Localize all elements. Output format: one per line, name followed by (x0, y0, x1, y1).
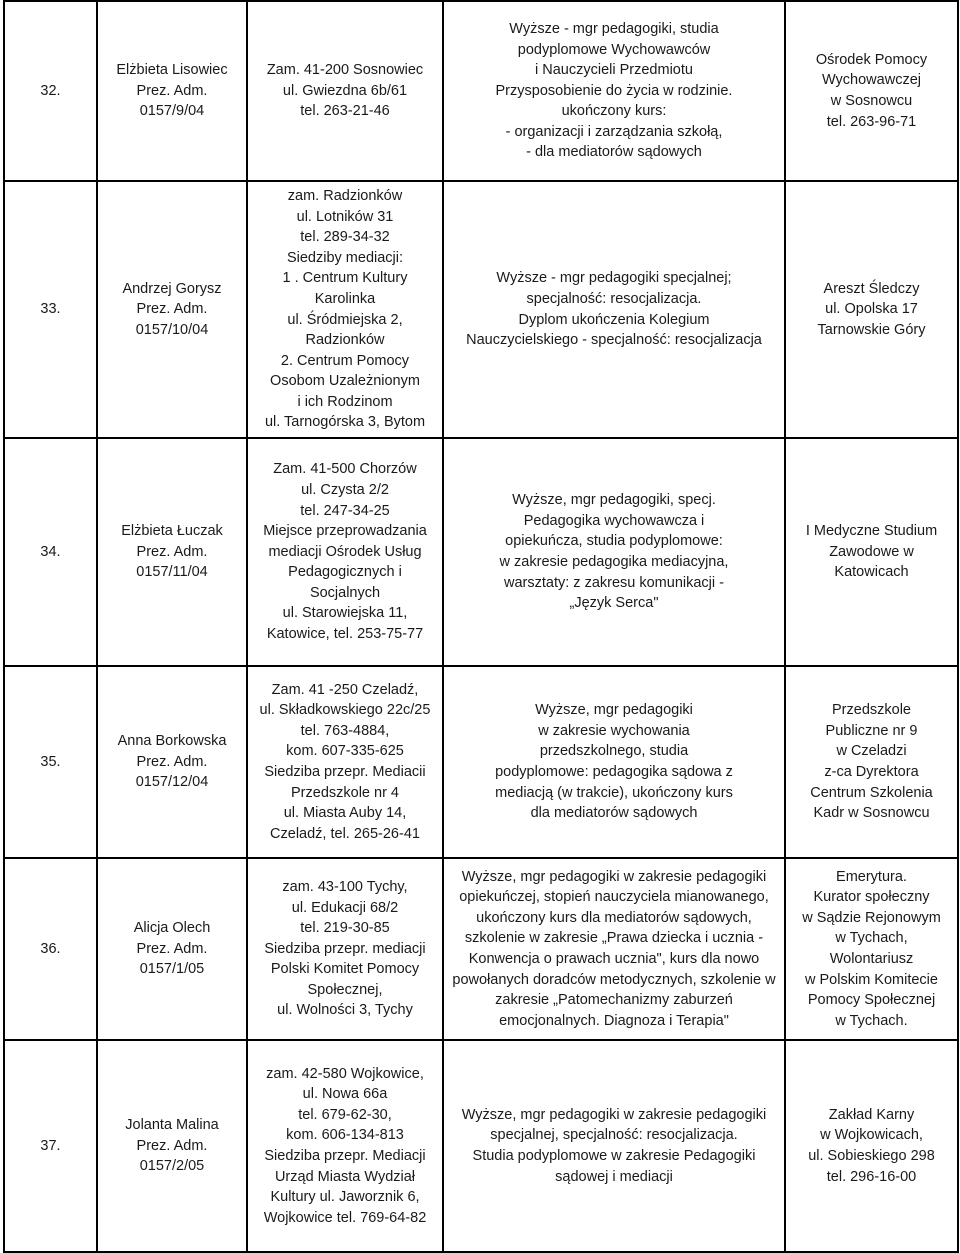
text-line: w Tychach, (835, 930, 908, 947)
text-line: Czeladź, tel. 265-26-41 (270, 825, 420, 842)
text-line: 2. Centrum Pomocy (280, 352, 410, 369)
name-cell (97, 1040, 247, 1252)
name-cell (97, 181, 247, 438)
text-line: tel. 296-16-00 (826, 1168, 917, 1185)
text-line: w Sądzie Rejonowym (802, 909, 941, 926)
row-number: 35. (4, 666, 97, 858)
workplace-cell (785, 181, 958, 438)
text-line: zakresie „Patomechanizmy zaburzeń (495, 992, 733, 1009)
text-line: Anna Borkowska (117, 733, 227, 750)
text-line: Prez. Adm. (136, 301, 208, 318)
text-line: Tarnowskie Góry (817, 321, 926, 338)
text-line: warsztaty: z zakresu komunikacji - (504, 574, 724, 591)
row-number: 32. (4, 1, 97, 181)
text-line: i Nauczycieli Przedmiotu (535, 62, 693, 79)
workplace-cell (785, 1040, 958, 1252)
text-line: opiekuńcza, studia podyplomowe: (505, 533, 723, 550)
qualifications-cell (443, 1040, 785, 1252)
text-line: kom. 607-335-625 (286, 743, 404, 760)
qualifications-cell (443, 1, 785, 181)
text-line: tel. 247-34-25 (300, 502, 390, 519)
text-line: przedszkolnego, studia (539, 743, 689, 760)
workplace-cell (785, 666, 958, 858)
text-line: Siedziby mediacji: (286, 249, 404, 266)
text-line: ul. Miasta Auby 14, (283, 805, 407, 822)
text-line: Miejsce przeprowadzania (263, 523, 427, 540)
text-line: Wyższe, mgr pedagogiki w zakresie pedagogiki (461, 868, 767, 885)
text-line: Siedziba przepr. mediacji (264, 940, 426, 957)
text-line: 0157/10/04 (135, 321, 209, 338)
text-line: zam. 42-580 Wojkowice, (266, 1065, 424, 1082)
text-line: Ośrodek Pomocy (815, 51, 928, 68)
text-line: szkolenie w zakresie „Prawa dziecka i ucznia - (464, 930, 764, 947)
text-line: Prez. Adm. (136, 543, 208, 560)
text-line: 0157/11/04 (136, 564, 208, 581)
text-line: Studia podyplomowe w zakresie Pedagogiki (472, 1148, 756, 1164)
text-line: - organizacji i zarządzania szkołą, (505, 123, 723, 140)
text-line: ul. Składkowskiego 22c/25 (259, 702, 431, 719)
text-line: zam. 43-100 Tychy, (282, 878, 408, 895)
row-number: 33. (4, 181, 97, 438)
text-line: Siedziba przepr. Mediacii (264, 764, 426, 780)
address-cell (247, 1040, 443, 1252)
text-line: Zam. 41-200 Sosnowiec (266, 62, 424, 79)
text-line: Katowicach (834, 564, 909, 581)
text-line: ul. Starowiejska 11, (282, 605, 408, 622)
text-line: Wyższe, mgr pedagogiki w zakresie pedagogiki (461, 1106, 767, 1123)
text-line: Wolontariusz (829, 951, 914, 967)
text-line: Prez. Adm. (136, 82, 208, 99)
text-line: dla mediatorów sądowych (530, 805, 698, 822)
text-line: mediacji Ośrodek Usług (268, 543, 422, 560)
text-line: - dla mediatorów sądowych (526, 144, 702, 161)
text-line: kom. 606-134-813 (286, 1127, 404, 1144)
text-line: Areszt Śledczy (823, 280, 920, 297)
address-cell (247, 181, 443, 438)
qualifications-cell (443, 666, 785, 858)
text-line: Zam. 41-500 Chorzów (273, 461, 417, 478)
table-body (4, 1, 958, 1252)
text-line: ukończony kurs: (561, 103, 667, 120)
name-cell (97, 1, 247, 181)
text-line: Elżbieta Łuczak (121, 523, 223, 540)
text-line: Wojkowice tel. 769-64-82 (263, 1209, 427, 1226)
text-line: Nauczycielskiego - specjalność: resocjalizacja (466, 332, 762, 349)
text-line: Katowice, tel. 253-75-77 (266, 626, 424, 643)
text-line: Wyższe, mgr pedagogiki, specj. (512, 492, 716, 509)
text-line: Urząd Miasta Wydział (274, 1168, 416, 1185)
text-line: specjalność: resocjalizacja. (526, 290, 702, 307)
text-line: Dyplom ukończenia Kolegium (518, 311, 710, 328)
text-line: Polski Komitet Pomocy (270, 961, 420, 978)
text-line: ul. Śródmiejska 2, (287, 311, 403, 328)
text-line: tel. 763-4884, (300, 722, 390, 739)
text-line: mediacją (w trakcie), ukończony kurs (495, 784, 733, 801)
text-line: 0157/12/04 (135, 774, 209, 791)
text-line: Siedziba przepr. Mediacji (264, 1148, 426, 1164)
name-cell (97, 438, 247, 666)
text-line: ul. Nowa 66a (302, 1086, 388, 1103)
text-line: Przedszkole nr 4 (291, 784, 399, 801)
text-line: podyplomowe: pedagogika sądowa z (495, 764, 733, 780)
qualifications-cell (443, 181, 785, 438)
text-line: w Tychach. (835, 1012, 908, 1029)
text-line: z-ca Dyrektora (824, 764, 919, 780)
table-row (4, 181, 958, 438)
text-line: 0157/1/05 (139, 961, 205, 978)
text-line: Pedagogika wychowawcza i (523, 512, 705, 529)
text-line: Zakład Karny (828, 1106, 915, 1123)
text-line: Jolanta Malina (125, 1117, 219, 1134)
text-line: ul. Edukacji 68/2 (291, 899, 399, 916)
text-line: Przysposobienie do życia w rodzinie. (495, 82, 733, 99)
text-line: Emerytura. (836, 868, 907, 885)
text-line: Kadr w Sosnowcu (813, 805, 930, 822)
text-line: Osobom Uzależnionym (270, 373, 420, 390)
text-line: 0157/9/04 (139, 103, 205, 120)
text-line: ul. Wolności 3, Tychy (277, 1002, 413, 1019)
text-line: i ich Rodzinom (297, 393, 393, 410)
text-line: ul. Lotników 31 (296, 208, 394, 225)
address-cell (247, 1, 443, 181)
text-line: Zawodowe w (829, 543, 914, 560)
text-line: Centrum Szkolenia (810, 784, 933, 801)
row-number: 36. (4, 858, 97, 1040)
mediators-table (3, 0, 959, 1253)
text-line: ul. Gwiezdna 6b/61 (282, 82, 408, 99)
text-line: Radzionków (305, 332, 385, 349)
text-line: podyplomowe Wychowawców (517, 41, 711, 58)
text-line: 1 . Centrum Kultury (282, 270, 408, 287)
text-line: ul. Czysta 2/2 (301, 481, 389, 498)
text-line: Kurator społeczny (813, 889, 930, 906)
row-number: 34. (4, 438, 97, 666)
text-line: I Medyczne Studium (805, 523, 938, 540)
address-cell (247, 666, 443, 858)
text-line: w zakresie wychowania (538, 722, 690, 739)
text-line: Kultury ul. Jaworznik 6, (270, 1189, 420, 1206)
text-line: tel. 263-96-71 (826, 113, 917, 130)
text-line: zam. Radzionków (287, 187, 403, 204)
text-line: tel. 679-62-30, (298, 1106, 392, 1123)
text-line: Prez. Adm. (136, 940, 208, 957)
address-cell (247, 438, 443, 666)
row-number: 37. (4, 1040, 97, 1252)
text-line: Karolinka (314, 290, 376, 307)
text-line: specjalnej, specjalność: resocjalizacja. (490, 1127, 738, 1144)
text-line: tel. 219-30-85 (300, 920, 390, 937)
table-row (4, 438, 958, 666)
text-line: Wyższe - mgr pedagogiki specjalnej; (496, 270, 732, 287)
text-line: tel. 289-34-32 (300, 229, 390, 246)
text-line: Publiczne nr 9 (825, 722, 918, 739)
text-line: Andrzej Gorysz (122, 280, 222, 297)
text-line: Zam. 41 -250 Czeladź, (271, 681, 419, 698)
text-line: Przedszkole (832, 702, 911, 719)
text-line: ul. Tarnogórska 3, Bytom (264, 414, 426, 431)
text-line: opiekuńczej, stopień nauczyciela mianowanego, (459, 889, 769, 906)
text-line: Socjalnych (309, 584, 381, 601)
text-line: sądowej i mediacji (555, 1168, 673, 1185)
text-line: w Wojkowicach, (820, 1127, 923, 1144)
text-line: Prez. Adm. (136, 753, 208, 770)
text-line: Wychowawczej (822, 72, 921, 89)
table-row (4, 858, 958, 1040)
text-line: w Czeladzi (836, 743, 907, 760)
workplace-cell (785, 858, 958, 1040)
text-line: 0157/2/05 (139, 1158, 205, 1175)
text-line: w Sosnowcu (830, 93, 913, 109)
text-line: tel. 263-21-46 (300, 103, 390, 120)
text-line: Pedagogicznych i (288, 564, 402, 581)
name-cell (97, 666, 247, 858)
address-cell (247, 858, 443, 1040)
table-row (4, 1040, 958, 1252)
table-row (4, 1, 958, 181)
text-line: Elżbieta Lisowiec (116, 62, 228, 79)
text-line: ukończony kurs dla mediatorów sądowych, (476, 909, 752, 926)
table-row (4, 666, 958, 858)
text-line: ul. Sobieskiego 298 (808, 1148, 935, 1164)
qualifications-cell (443, 438, 785, 666)
text-line: emocjonalnych. Diagnoza i Terapia" (499, 1012, 729, 1029)
name-cell (97, 858, 247, 1040)
text-line: Pomocy Społecznej (807, 992, 936, 1009)
text-line: w Polskim Komitecie (805, 971, 938, 988)
workplace-cell (785, 438, 958, 666)
text-line: ul. Opolska 17 (825, 301, 918, 318)
text-line: Prez. Adm. (136, 1137, 208, 1154)
text-line: „Język Serca" (569, 595, 659, 612)
text-line: Alicja Olech (133, 920, 211, 937)
text-line: w zakresie pedagogika mediacyjna, (499, 554, 729, 570)
text-line: Konwencja o prawach ucznia", kurs dla nowo (468, 951, 760, 967)
text-line: powołanych doradców metodycznych, szkolenie w (452, 971, 776, 988)
text-line: Wyższe, mgr pedagogiki (535, 702, 693, 719)
text-line: Społecznej, (307, 981, 383, 998)
text-line: Wyższe - mgr pedagogiki, studia (509, 20, 719, 37)
workplace-cell (785, 1, 958, 181)
qualifications-cell (443, 858, 785, 1040)
